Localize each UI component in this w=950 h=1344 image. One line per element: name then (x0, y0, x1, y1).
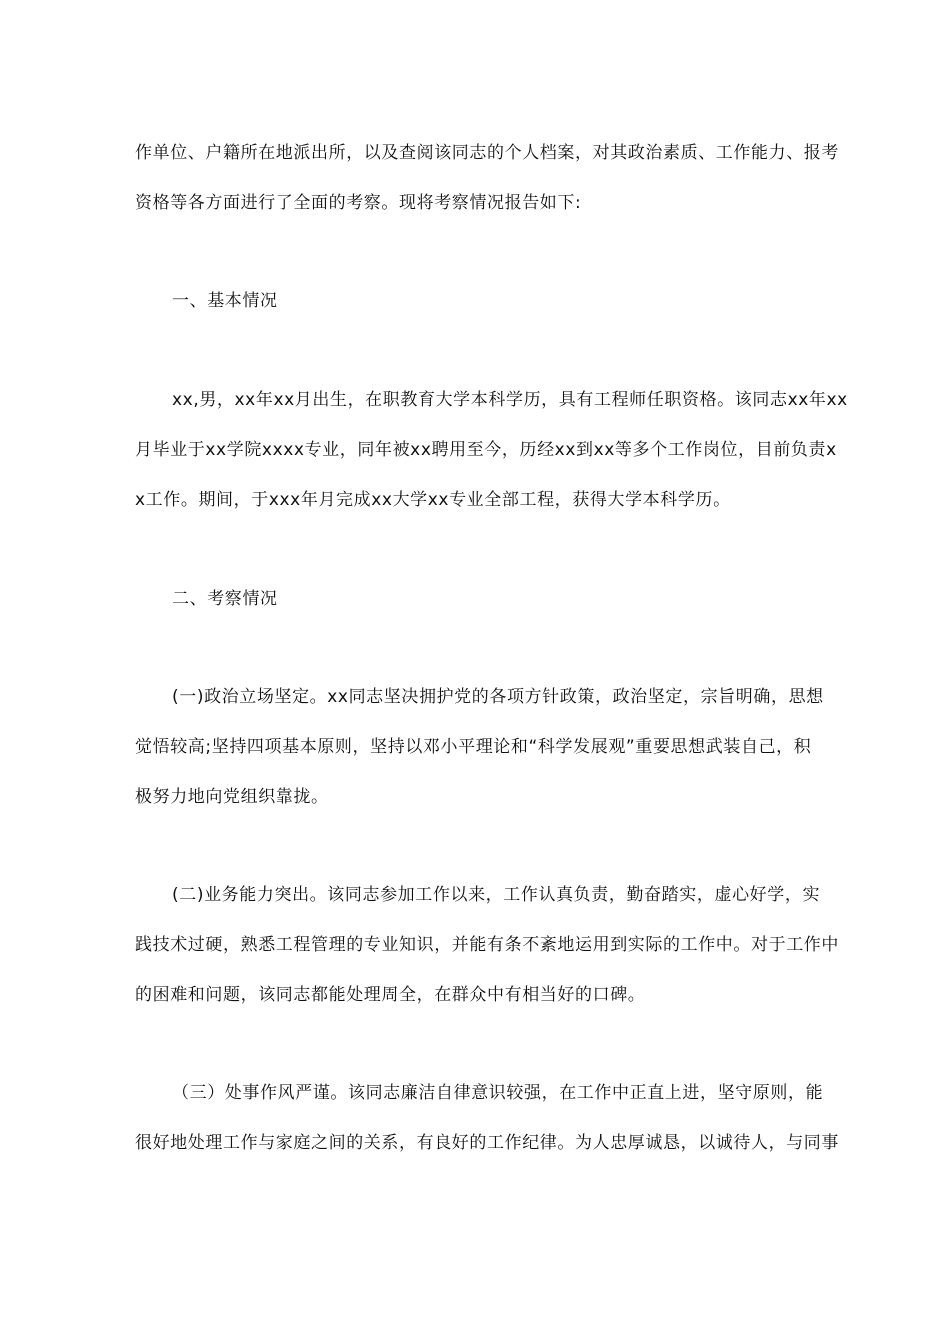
business-ability-line-2: 践技术过硬，熟悉工程管理的专业知识，并能有条不紊地运用到实际的工作中。对于工作中 (135, 935, 839, 955)
political-stance-line-2: 觉悟较高;坚持四项基本原则，坚持以邓小平理论和“科学发展观”重要思想武装自己，积 (135, 737, 812, 757)
work-style-line-1: （三）处事作风严谨。该同志廉洁自律意识较强，在工作中正直上进，坚守原则，能 (172, 1083, 824, 1103)
section-heading-basic-info: 一、基本情况 (172, 291, 278, 311)
intro-line-1: 作单位、户籍所在地派出所，以及查阅该同志的个人档案，对其政治素质、工作能力、报考 (135, 143, 839, 163)
business-ability-line-3: 的困难和问题，该同志都能处理周全，在群众中有相当好的口碑。 (135, 985, 646, 1005)
political-stance-line-3: 极努力地向党组织靠拢。 (135, 787, 329, 807)
intro-line-2: 资格等各方面进行了全面的考察。现将考察情况报告如下: (135, 193, 582, 213)
section-heading-assessment: 二、考察情况 (172, 589, 278, 609)
basic-info-line-2: 月毕业于xx学院xxxx专业，同年被xx聘用至今，历经xx到xx等多个工作岗位，目前负责x (135, 440, 837, 460)
basic-info-line-1: xx,男，xx年xx月出生，在职教育大学本科学历，具有工程师任职资格。该同志xx年xx (172, 390, 848, 410)
political-stance-line-1: (一)政治立场坚定。xx同志坚决拥护党的各项方针政策，政治坚定，宗旨明确，思想 (172, 687, 824, 707)
business-ability-line-1: (二)业务能力突出。该同志参加工作以来，工作认真负责，勤奋踏实，虚心好学，实 (172, 885, 821, 905)
basic-info-line-3: x工作。期间，于xxx年月完成xx大学xx专业全部工程，获得大学本科学历。 (135, 490, 731, 510)
work-style-line-2: 很好地处理工作与家庭之间的关系，有良好的工作纪律。为人忠厚诚恳，以诚待人，与同事 (135, 1133, 839, 1153)
